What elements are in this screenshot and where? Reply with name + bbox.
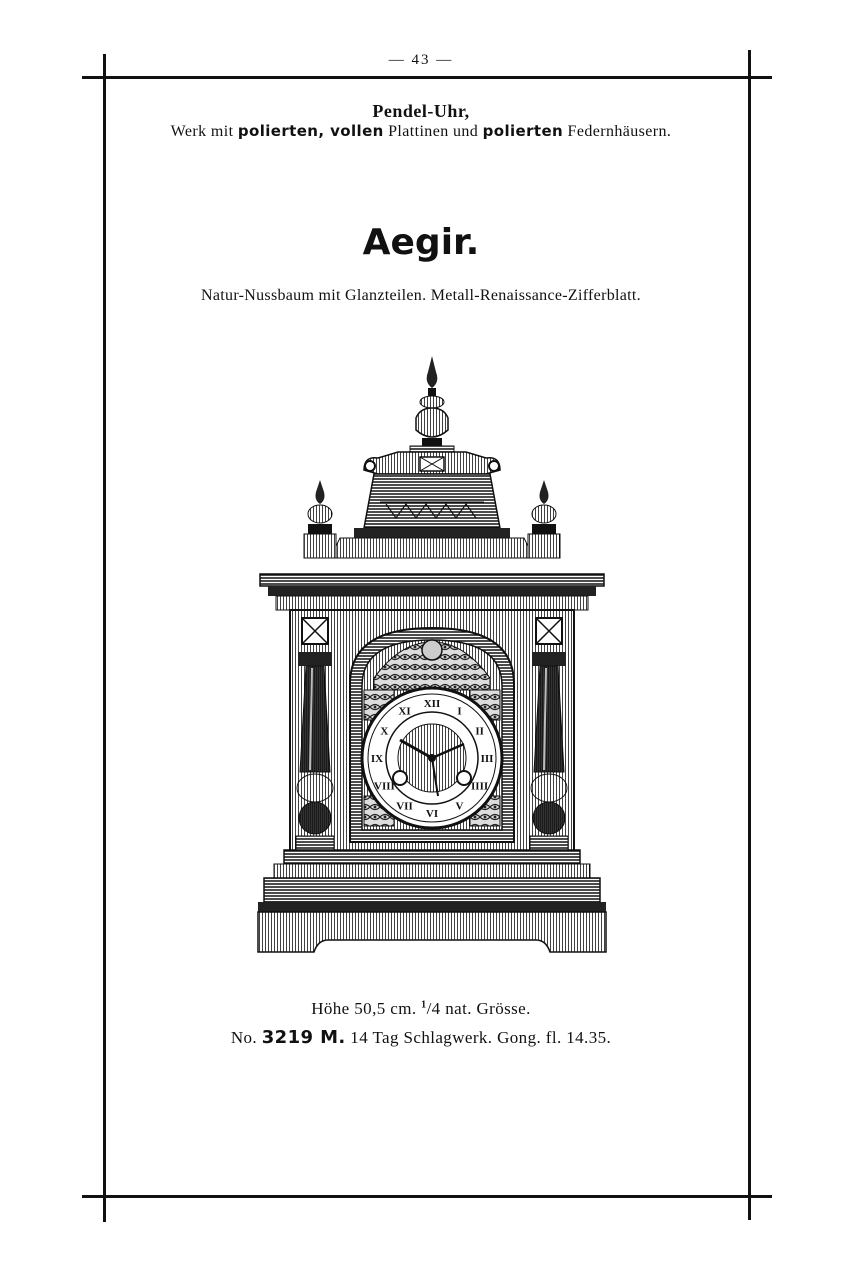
clock-illustration — [250, 352, 614, 958]
clock-dial — [362, 688, 502, 828]
crest — [364, 452, 500, 474]
subheading-bold: polierten — [482, 122, 564, 140]
height-line — [0, 999, 842, 1019]
dial-numeral: III — [480, 753, 494, 765]
dial-numeral: II — [475, 725, 484, 738]
material-description: Natur-Nussbaum mit Glanzteilen. Metall-Renaissance-Zifferblatt. — [201, 287, 641, 304]
order-prefix: No. — [230, 1028, 262, 1047]
page-number: — 43 — — [388, 52, 454, 68]
model-number: 3219 M. — [261, 1027, 346, 1048]
dial-numeral: XI — [398, 705, 411, 718]
height-text: Höhe 50,5 cm. — [311, 999, 422, 1018]
cornice — [260, 574, 604, 610]
heading: Pendel-Uhr, — [372, 101, 470, 121]
subheading-part: Werk mit — [170, 123, 238, 140]
dial-numeral: IX — [370, 753, 384, 765]
subheading-part: Federnhäusern. — [563, 123, 672, 140]
dial-numeral: IIII — [471, 780, 489, 793]
top-rule — [82, 76, 772, 79]
bottom-rule — [82, 1195, 772, 1198]
dial-numeral: I — [457, 705, 462, 718]
subheading — [0, 122, 842, 141]
dial-numeral: XII — [423, 698, 441, 710]
model-name: Aegir. — [362, 222, 480, 263]
subheading-part: Plattinen und — [383, 123, 483, 140]
fraction-numerator: 1 — [421, 999, 427, 1011]
dial-numeral: VIII — [374, 780, 395, 793]
roof — [330, 474, 534, 558]
order-details: 14 Tag Schlagwerk. Gong. fl. 14.35. — [345, 1028, 612, 1047]
order-line — [0, 1027, 842, 1048]
scale-text: /4 nat. Grösse. — [426, 999, 531, 1018]
dial-numeral: X — [380, 725, 389, 738]
dial-numeral: VII — [396, 800, 413, 813]
left-finial — [304, 480, 336, 558]
right-finial — [528, 480, 560, 558]
subheading-bold: polierten, vollen — [237, 122, 384, 140]
top-finial — [410, 356, 454, 452]
dial-numeral: VI — [425, 808, 439, 820]
base — [258, 850, 606, 952]
dial-numeral: V — [455, 800, 464, 813]
